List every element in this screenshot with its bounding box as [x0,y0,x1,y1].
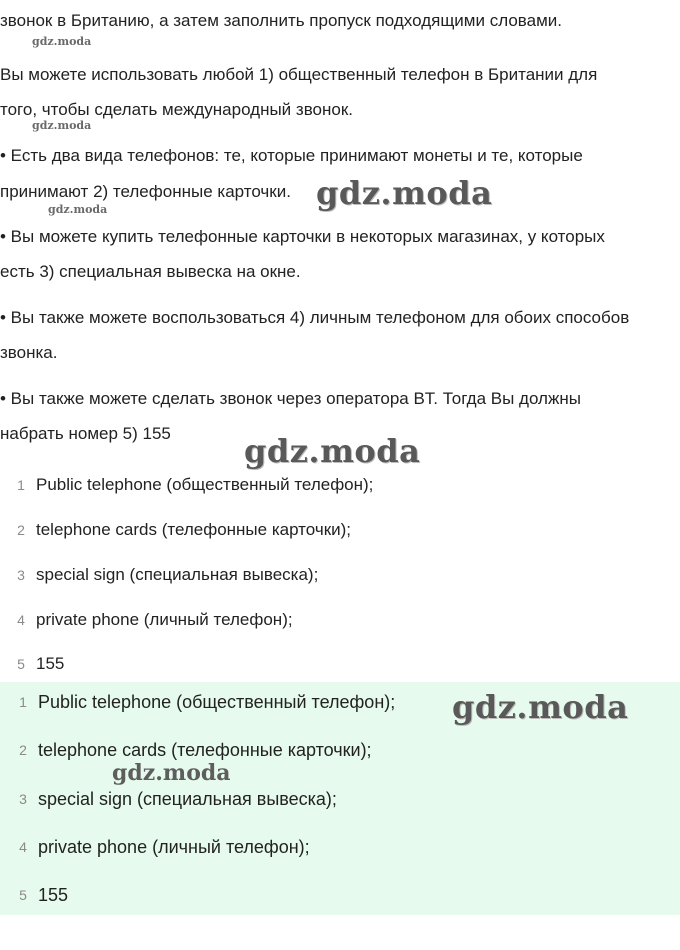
watermark-small: gdz.moda [32,35,92,48]
paragraph-line: • Есть два вида телефонов: те, которые принимают монеты и те, которые [0,146,583,165]
list-item-text: special sign (специальная вывеска); [36,565,319,584]
list-item-text: 155 [36,654,65,673]
watermark-large: gdz.moda [244,432,421,470]
paragraph-line: • Вы также можете сделать звонок через оператора BT. Тогда Вы должны [0,389,581,408]
paragraph-line: Вы можете использовать любой 1) общественный телефон в Британии для [0,65,598,84]
answer-item-number: 5 [19,887,27,903]
paragraph-line: есть 3) специальная вывеска на окне. [0,262,301,281]
paragraph-line: звонка. [0,343,58,362]
watermark-large: gdz.moda [452,688,629,726]
answer-item-text: private phone (личный телефон); [38,837,310,857]
answer-item-number: 1 [19,694,27,710]
list-item-text: telephone cards (телефонные карточки); [36,520,352,539]
list-item-number: 3 [17,567,25,583]
list-item-number: 2 [17,522,25,538]
paragraph-line: принимают 2) телефонные карточки. [0,182,291,201]
answer-item-number: 2 [19,742,27,758]
paragraph-line: звонок в Британию, а затем заполнить пропуск подходящими словами. [0,11,562,30]
paragraph-line: • Вы также можете воспользоваться 4) личным телефоном для обоих способов [0,308,630,327]
answer-item-text: Public telephone (общественный телефон); [38,692,396,712]
paragraph-line: • Вы можете купить телефонные карточки в некоторых магазинах, у которых [0,227,605,246]
list-item-number: 5 [17,656,25,672]
answer-item-text: telephone cards (телефонные карточки); [38,740,372,760]
list-item-number: 4 [17,612,25,628]
watermark-large: gdz.moda [316,174,493,212]
watermark-small: gdz.moda [48,203,108,216]
watermark-medium: gdz.moda [112,760,231,786]
paragraph-line: того, чтобы сделать международный звонок. [0,100,353,119]
watermark-small: gdz.moda [32,119,92,132]
answer-item-text: 155 [38,885,69,905]
answer-item-text: special sign (специальная вывеска); [38,789,337,809]
paragraph-line: набрать номер 5) 155 [0,424,171,443]
list-item-text: private phone (личный телефон); [36,610,293,629]
list-item-text: Public telephone (общественный телефон); [36,475,374,494]
list-item-number: 1 [17,477,25,493]
answer-item-number: 3 [19,791,27,807]
answer-item-number: 4 [19,839,27,855]
